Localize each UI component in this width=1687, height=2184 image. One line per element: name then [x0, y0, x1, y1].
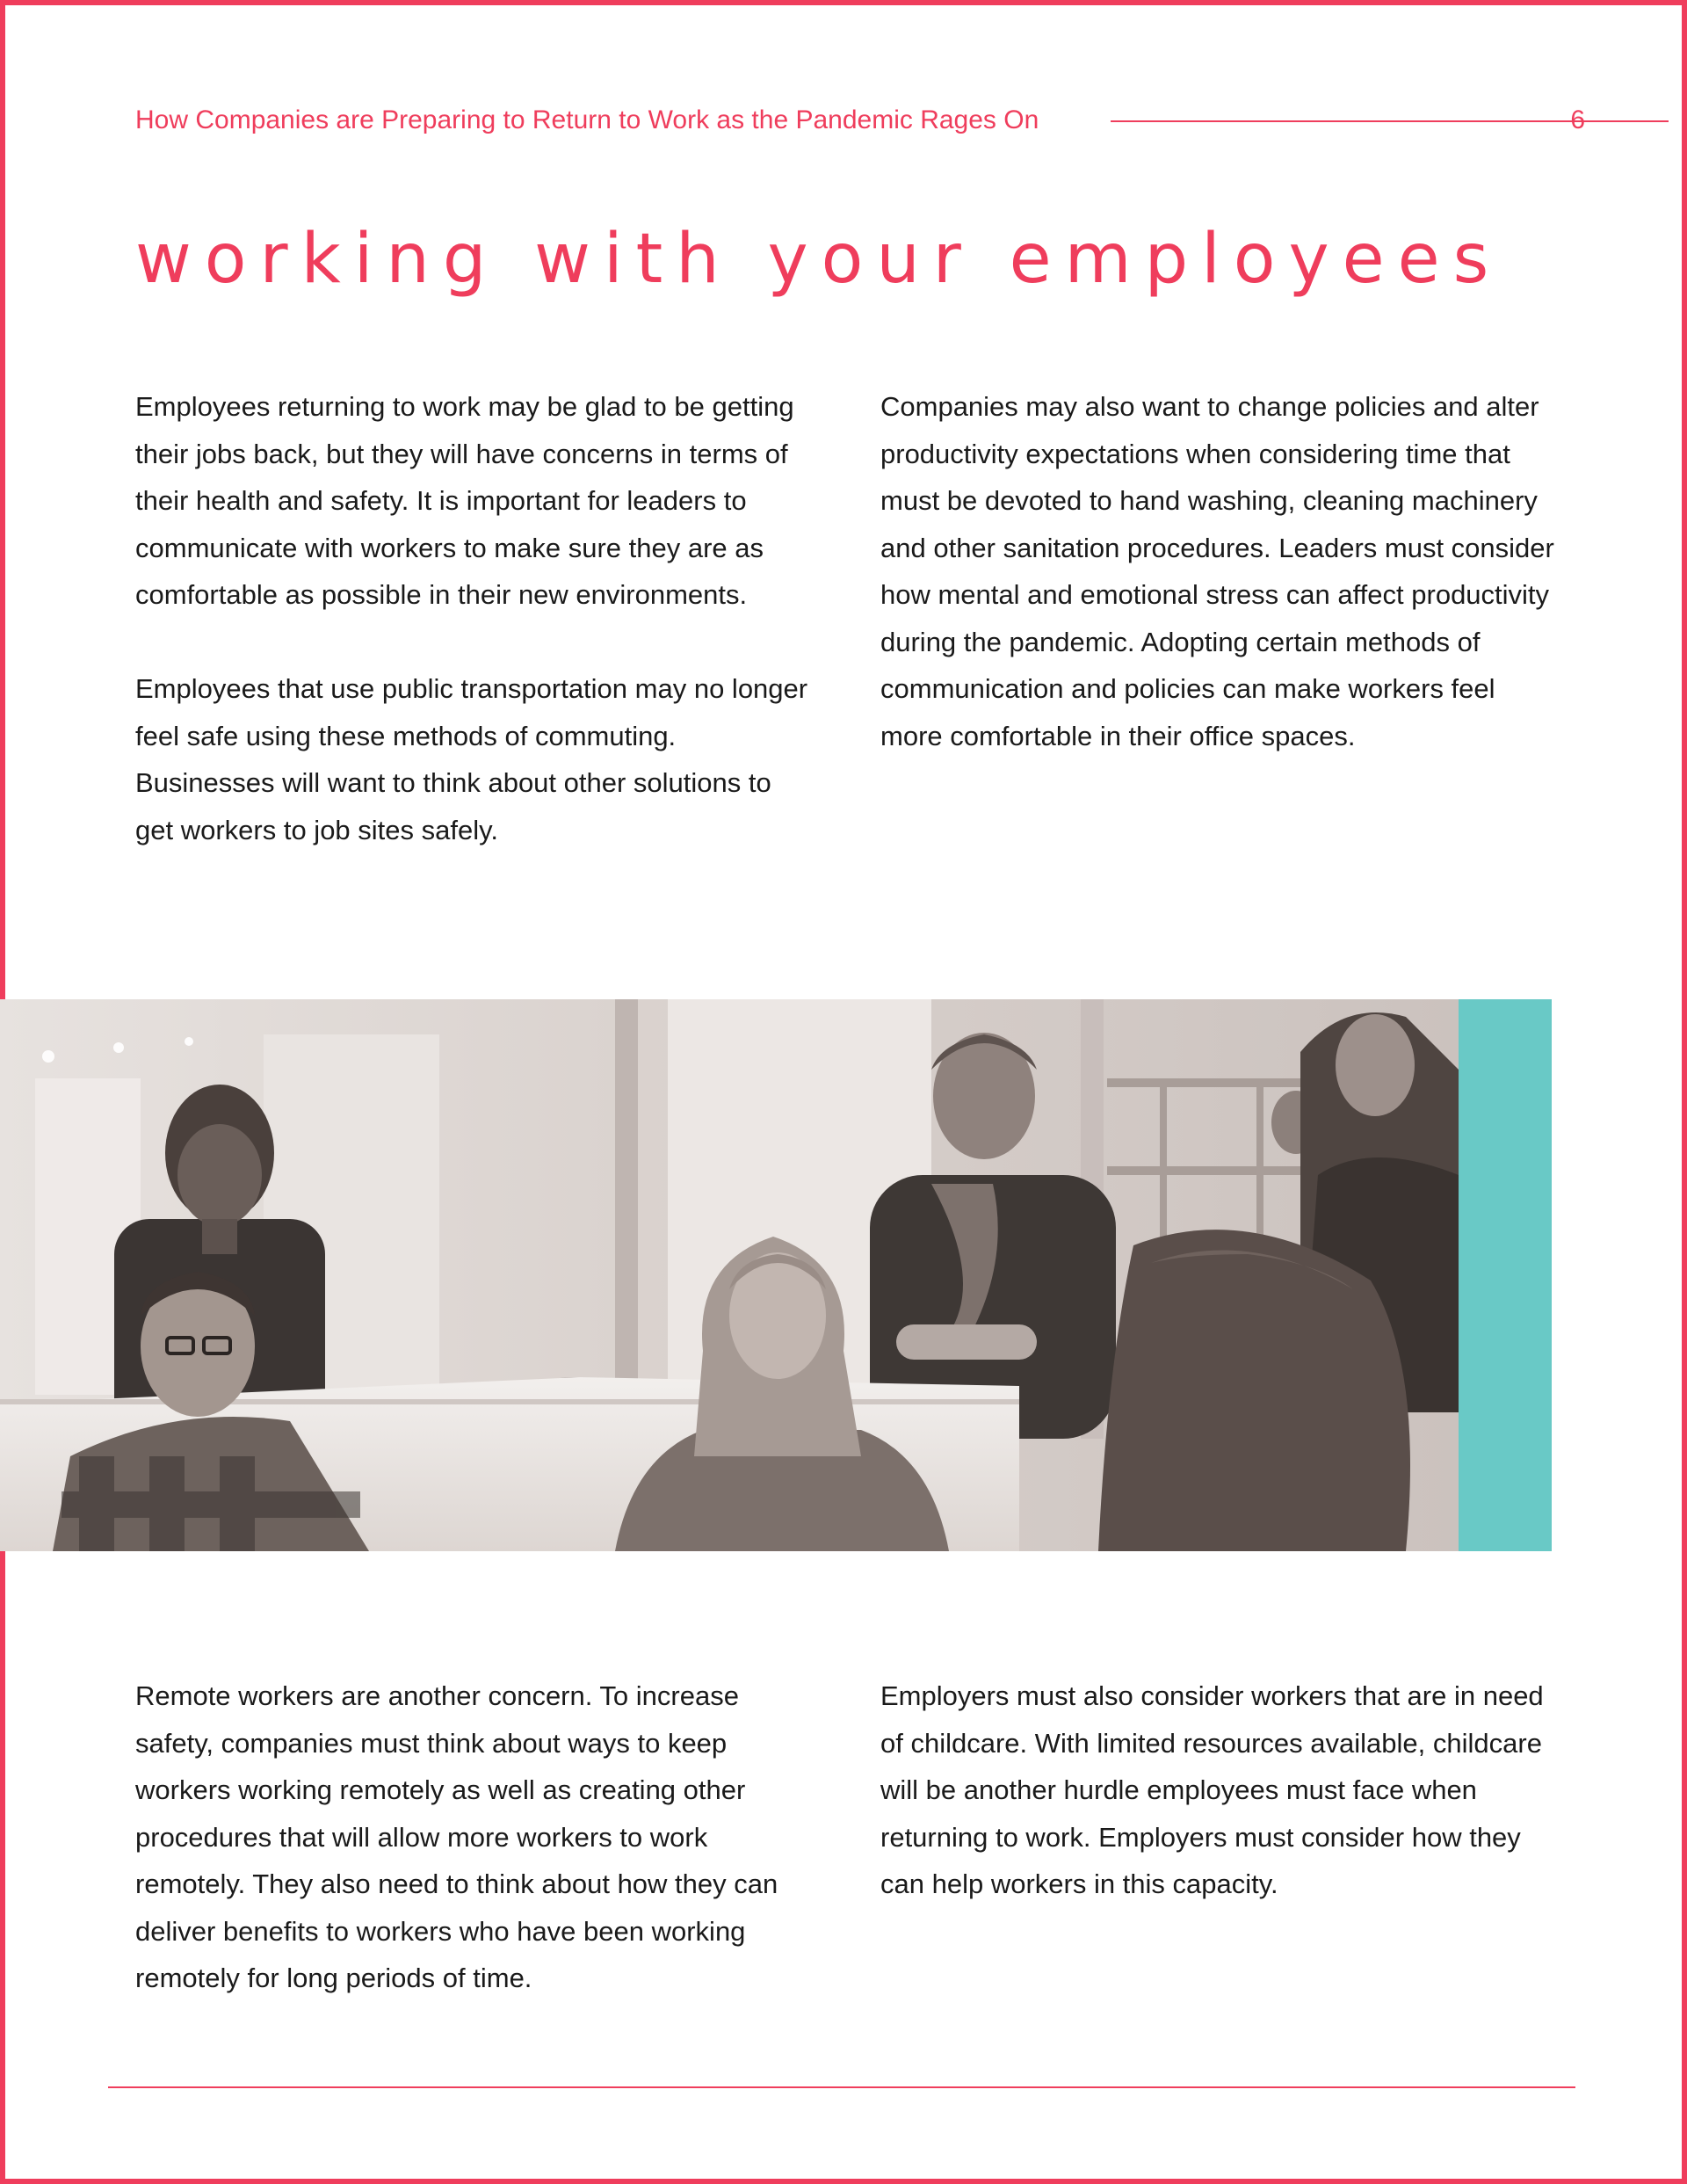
footer-divider	[108, 2086, 1575, 2088]
intro-column-left	[135, 383, 812, 853]
running-header	[135, 102, 1585, 137]
paragraph: Companies may also want to change policies and alter productivity expectations when considering time that must be devoted to hand washing, cleaning machinery and other sanitation procedures. Leaders must consider how mental and emotional stress can affect productivity during the pandemic. Adopting certain methods of communication and policies can make workers feel more comfortable in their office spaces.	[880, 391, 1554, 751]
page-title: working with your employees	[135, 220, 1502, 299]
team-meeting-photo	[0, 999, 1459, 1551]
paragraph: Employers must also consider workers that are in need of childcare. With limited resources available, childcare will be another hurdle employees must face when returning to work. Employers must consider how they can help workers in this capacity.	[880, 1680, 1544, 1899]
photo-band	[0, 999, 1552, 1551]
intro-column-right	[880, 383, 1557, 759]
lower-column-right	[880, 1672, 1557, 1908]
page-number: 6	[1570, 105, 1585, 134]
teal-accent-bar	[1459, 999, 1552, 1551]
paragraph: Employees that use public transportation may no longer feel safe using these methods of commuting. Businesses will want to think about other solutions to get workers to job sites safely.	[135, 673, 808, 845]
paragraph: Remote workers are another concern. To increase safety, companies must think about ways to keep workers working remotely as well as creating other procedures that will allow more workers to work remotely. They also need to think about how they can deliver benefits to workers who have been working remotely for long periods of time.	[135, 1680, 778, 1993]
paragraph: Employees returning to work may be glad to be getting their jobs back, but they will have concerns in terms of their health and safety. It is important for leaders to communicate with workers to make sure they are as comfortable as possible in their new environments.	[135, 391, 794, 610]
team-meeting-illustration	[0, 999, 1459, 1551]
running-title: How Companies are Preparing to Return to Work as the Pandemic Rages On	[135, 105, 1039, 134]
lower-column-left	[135, 1672, 812, 2002]
